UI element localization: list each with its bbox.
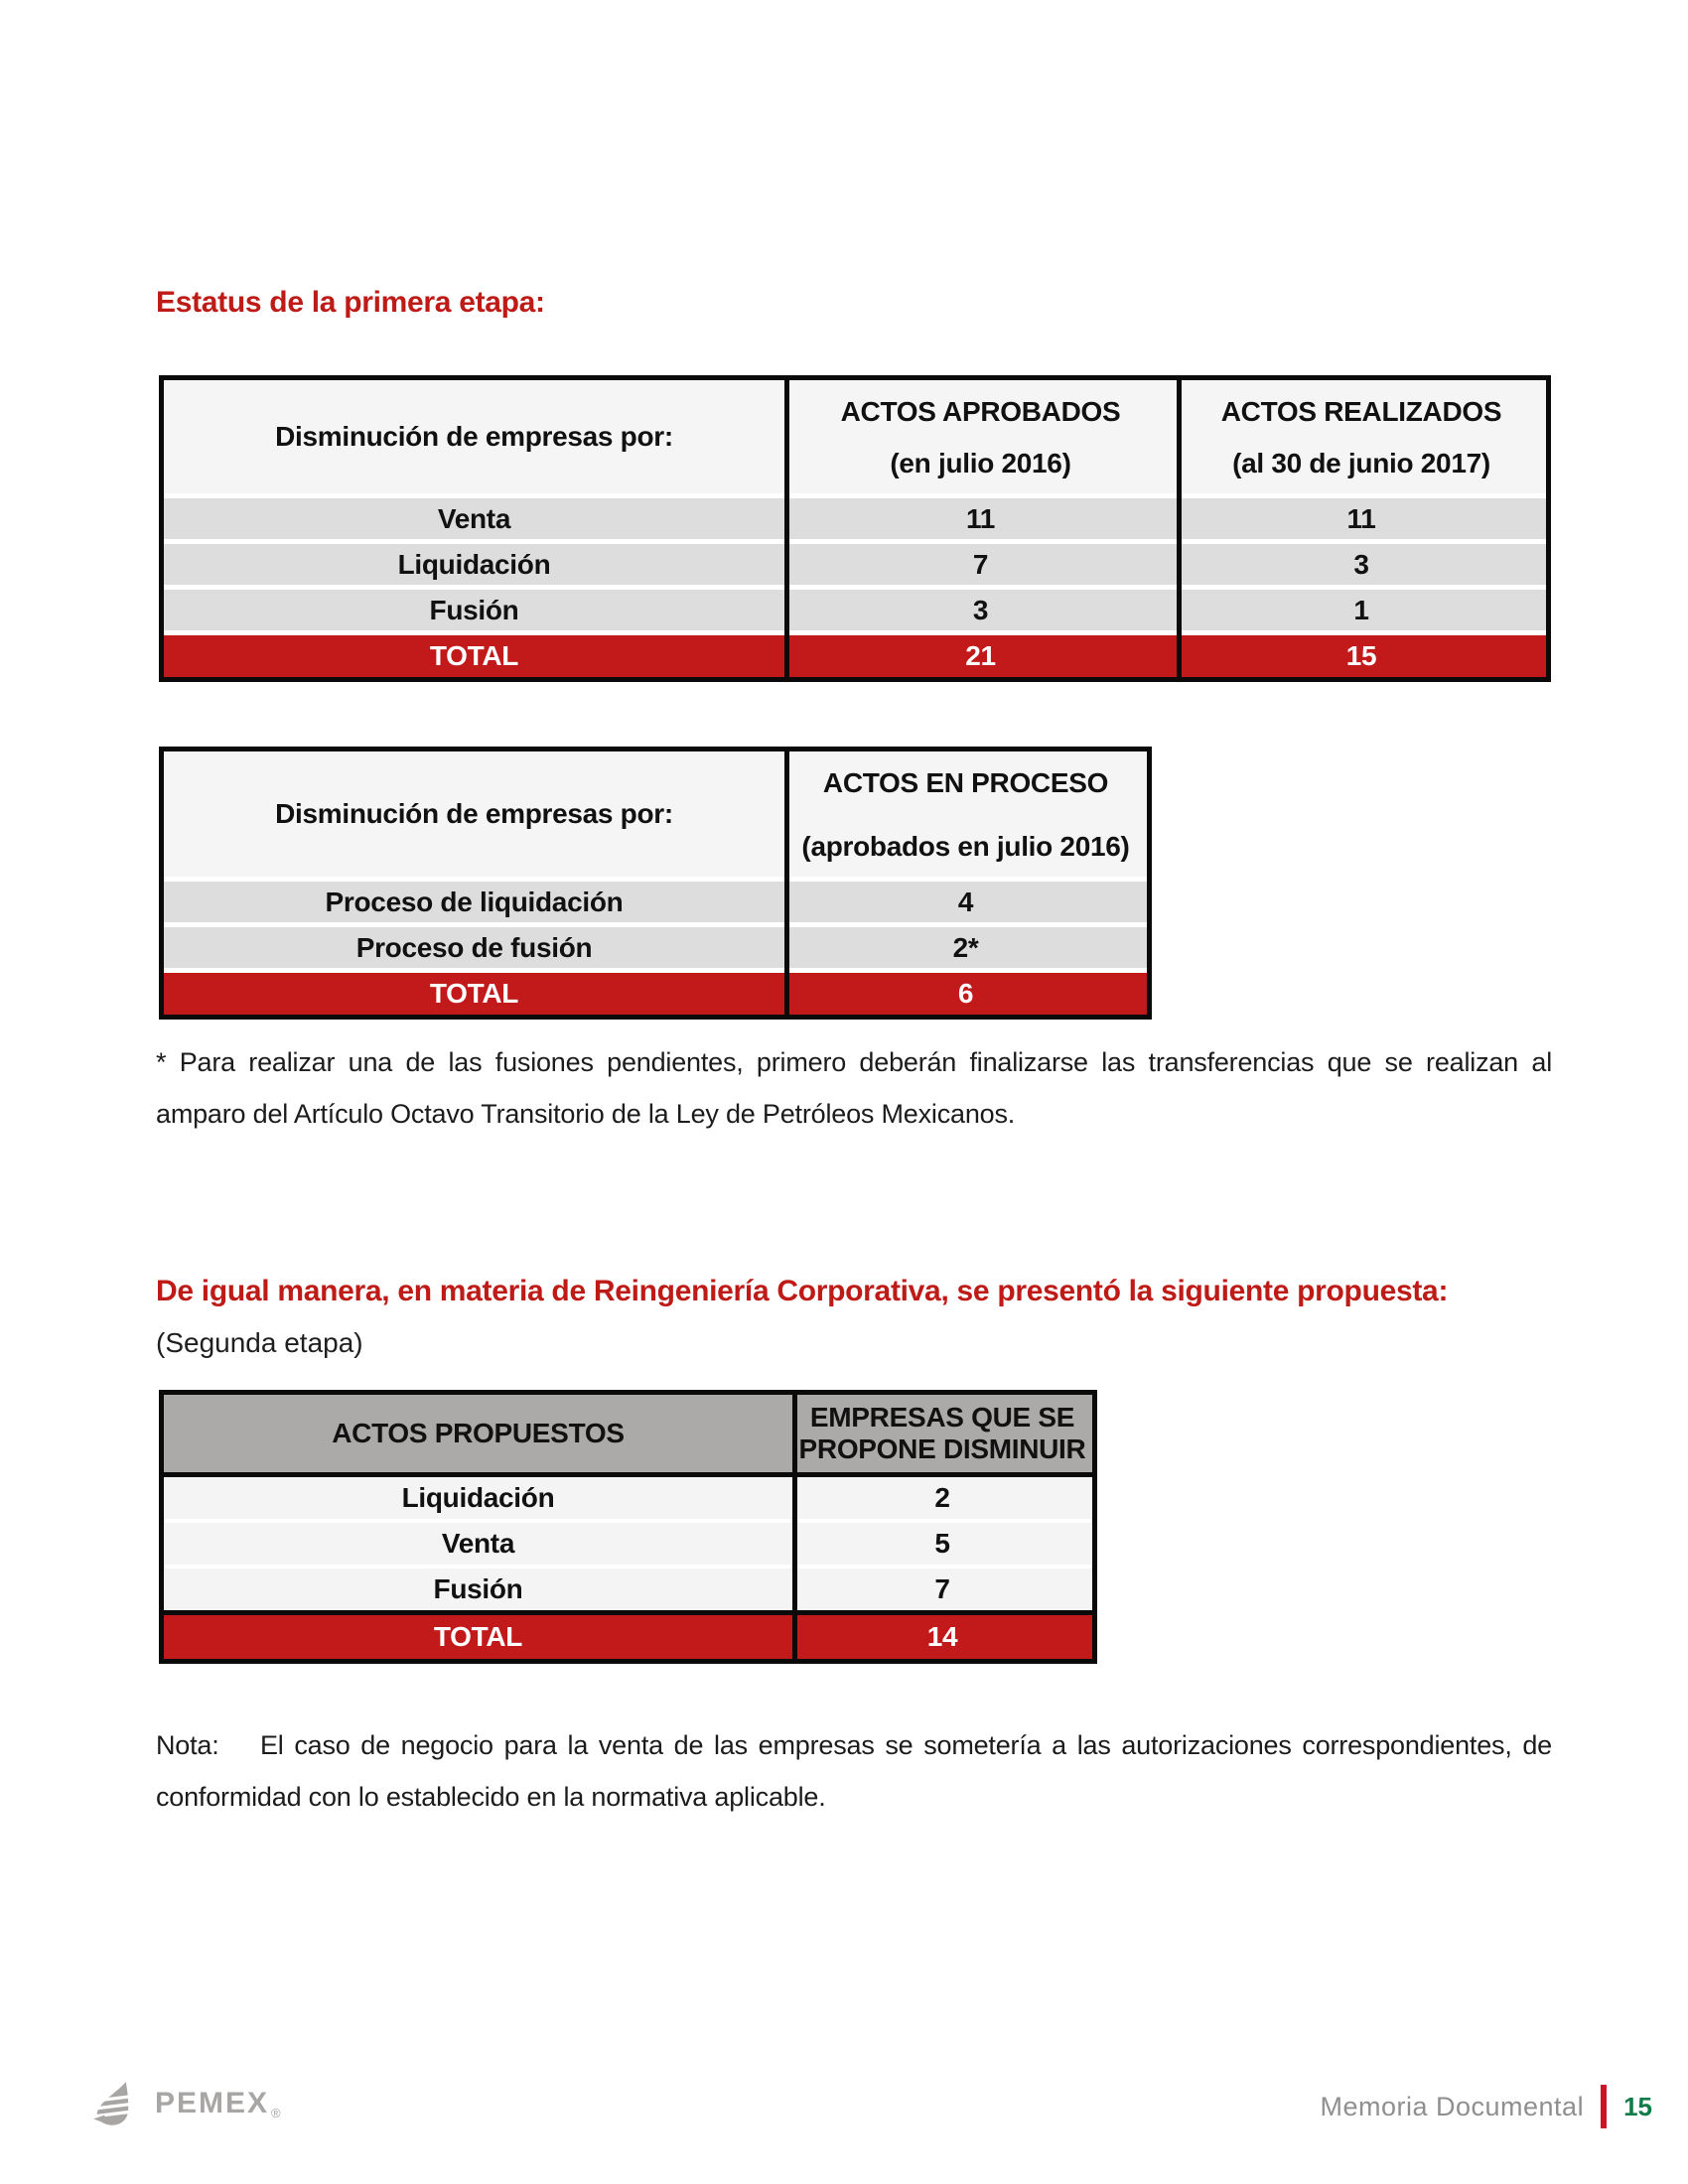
column-header	[1177, 380, 1546, 493]
note-body: El caso de negocio para la venta de las empresas se sometería a las autorizaciones correspondientes, de conformidad con lo establecido en la normativa aplicable.	[156, 1730, 1552, 1813]
total-value: 21	[965, 640, 996, 671]
column-header-line: (en julio 2016)	[890, 448, 1071, 478]
cell-value: 11	[1346, 502, 1376, 534]
table-row	[164, 1569, 1092, 1610]
row-label: Liquidación	[401, 1482, 555, 1513]
table-primera-etapa	[159, 375, 1551, 682]
column-header-line: ACTOS EN PROCESO	[822, 767, 1109, 798]
cell-value: 7	[934, 1573, 950, 1604]
column-header-line: ACTOS APROBADOS	[840, 396, 1121, 427]
row-label: Fusión	[433, 1573, 523, 1604]
column-header: Disminución de empresas por:	[275, 798, 673, 829]
row-label: Fusión	[429, 594, 519, 625]
page-number: 15	[1623, 2091, 1652, 2121]
cell-value: 2	[934, 1482, 950, 1513]
column-header	[792, 1395, 1092, 1472]
total-value: 14	[926, 1621, 958, 1652]
footer-doc-label: Memoria Documental	[1320, 2091, 1585, 2121]
footer-divider-bar	[1601, 2085, 1607, 2128]
table-header-row	[164, 380, 1546, 493]
heading-reingenieria: De igual manera, en materia de Reingeniería Corporativa, se presentó la siguiente propuesta:	[156, 1275, 1449, 1307]
note-label: Nota:	[156, 1730, 219, 1760]
row-label: Proceso de fusión	[355, 931, 593, 963]
total-value: 15	[1345, 640, 1377, 671]
table-row	[164, 590, 1546, 630]
row-label: Proceso de liquidación	[325, 886, 624, 917]
column-header	[784, 380, 1177, 493]
column-header: ACTOS PROPUESTOS	[332, 1417, 625, 1448]
table-row	[164, 544, 1546, 585]
footnote-text: * Para realizar una de las fusiones pendientes, primero deberán finalizarse las transferencias que se realizan al amparo del Artículo Octavo Transitorio de la Ley de Petróleos Mexicanos.	[156, 1047, 1552, 1130]
column-header-line: EMPRESAS QUE SE	[809, 1401, 1075, 1433]
pemex-logo	[91, 2081, 281, 2126]
table-total-row	[164, 635, 1546, 677]
pemex-logo-icon	[91, 2081, 149, 2126]
total-label: TOTAL	[433, 1621, 523, 1652]
table-total-row	[164, 973, 1147, 1015]
total-label: TOTAL	[429, 640, 519, 671]
table-row	[164, 927, 1147, 968]
row-label: Venta	[437, 502, 511, 534]
cell-value: 11	[966, 502, 995, 534]
row-label: Liquidación	[397, 548, 551, 580]
table-total-row	[164, 1610, 1092, 1659]
cell-value: 3	[1353, 548, 1369, 580]
table-row	[164, 882, 1147, 922]
table-header-row	[164, 751, 1147, 877]
column-divider	[792, 1395, 797, 1659]
cell-value: 4	[957, 886, 974, 917]
table-row	[164, 498, 1546, 539]
column-divider	[784, 380, 789, 677]
cell-value: 5	[934, 1528, 950, 1559]
column-header-line: PROPONE DISMINUIR	[798, 1433, 1086, 1464]
table-row	[164, 1523, 1092, 1569]
total-value: 6	[957, 978, 974, 1009]
pemex-wordmark: PEMEX	[155, 2087, 270, 2119]
cell-value: 2*	[952, 931, 979, 963]
footer-right	[1320, 2081, 1652, 2132]
row-label: Venta	[441, 1528, 515, 1559]
registered-mark-icon: ®	[271, 2106, 281, 2120]
table-actos-propuestos	[159, 1390, 1097, 1664]
column-divider	[784, 751, 789, 1015]
subheading-segunda-etapa: (Segunda etapa)	[156, 1327, 363, 1358]
cell-value: 1	[1353, 594, 1369, 625]
column-header-line: (aprobados en julio 2016)	[801, 831, 1130, 862]
cell-value: 7	[972, 548, 989, 580]
column-header	[784, 751, 1147, 877]
note-text	[156, 1719, 1552, 1823]
column-header-line: ACTOS REALIZADOS	[1220, 396, 1502, 427]
column-header: Disminución de empresas por:	[275, 421, 673, 452]
total-label: TOTAL	[429, 978, 519, 1009]
table-actos-en-proceso	[159, 747, 1152, 1020]
cell-value: 3	[972, 594, 989, 625]
table-row	[164, 1477, 1092, 1523]
table-header-row	[164, 1395, 1092, 1477]
column-header-line: (al 30 de junio 2017)	[1232, 448, 1490, 478]
heading-primera-etapa: Estatus de la primera etapa:	[156, 286, 545, 319]
column-divider	[1177, 380, 1182, 677]
